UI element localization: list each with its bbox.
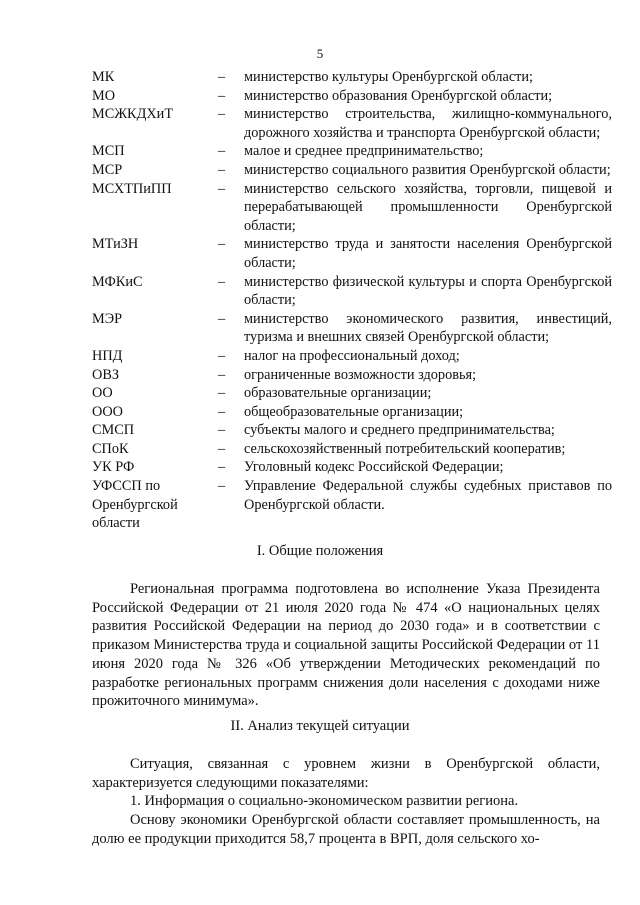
abbreviation-term: ООО [92, 403, 123, 420]
section-general-body [92, 580, 600, 711]
abbreviation-dash: – [218, 310, 226, 327]
abbreviation-dash: – [218, 385, 226, 402]
abbreviation-term: УК РФ [92, 459, 135, 476]
abbreviation-definition: министерство образования Оренбургской области; [244, 87, 553, 104]
abbreviation-dash: – [218, 478, 226, 495]
abbreviation-dash: – [218, 143, 226, 160]
abbreviation-row [92, 440, 614, 459]
section-analysis-body [92, 755, 600, 849]
abbreviation-term: МФКиС [92, 273, 143, 290]
abbreviation-term: МТиЗН [92, 236, 139, 253]
page-number: 5 [316, 46, 324, 61]
abbreviation-term: НПД [92, 347, 123, 364]
abbreviation-row [92, 87, 614, 106]
abbreviation-dash: – [218, 161, 226, 178]
abbreviation-dash: – [218, 440, 226, 457]
abbreviation-dash: – [218, 459, 226, 476]
abbreviation-row [92, 384, 614, 403]
abbreviation-row [92, 68, 614, 87]
abbreviation-row [92, 403, 614, 422]
abbreviation-dash: – [218, 69, 226, 85]
abbreviation-term: МСП [92, 143, 125, 160]
abbreviation-row [92, 458, 614, 477]
abbreviation-term: ОО [92, 385, 113, 402]
abbreviation-definition: министерство социального развития Оренбургской области; [244, 161, 611, 178]
abbreviation-dash: – [218, 422, 226, 439]
paragraph: Ситуация, связанная с уровнем жизни в Оренбургской области, характеризуется следующими показателями: [92, 756, 600, 791]
abbreviation-term: МСЖКДХиТ [92, 106, 174, 123]
abbreviation-row [92, 366, 614, 385]
abbreviation-row [92, 235, 614, 272]
abbreviation-dash: – [218, 180, 226, 197]
abbreviation-term: МСХТПиПП [92, 180, 172, 197]
paragraph: 1. Информация о социально-экономическом развитии региона. [130, 793, 519, 810]
abbreviation-term: МСР [92, 161, 123, 178]
abbreviation-definition: субъекты малого и среднего предпринимательства; [244, 422, 555, 439]
abbreviation-definition: Управление Федеральной службы судебных приставов по Оренбургской области. [244, 478, 612, 513]
abbreviation-dash: – [218, 347, 226, 364]
abbreviation-row [92, 142, 614, 161]
abbreviation-definition: налог на профессиональный доход; [244, 347, 460, 364]
abbreviation-definition: министерство культуры Оренбургской области; [244, 69, 534, 85]
paragraph: Региональная программа подготовлена во исполнение Указа Президента Российской Федерации от 21 июля 2020 года № 474 «О национальных целях развития Российской Федерации на период до 2030 года» и в соответствии с приказом Министерства труда и социальной защиты Российской Федерации от 11 июня 2020 года № 326 «Об утверждении Методических рекомендаций по разработке региональных программ снижения доли населения с доходами ниже прожиточного минимума». [92, 581, 600, 710]
abbreviation-definition: министерство физической культуры и спорта Оренбургской области; [244, 273, 612, 309]
abbreviations-list [92, 68, 614, 533]
abbreviation-term: СМСП [92, 422, 135, 439]
abbreviation-definition: ограниченные возможности здоровья; [244, 366, 477, 383]
abbreviation-definition: малое и среднее предпринимательство; [244, 143, 484, 160]
abbreviation-dash: – [218, 403, 226, 420]
abbreviation-term: УФССП по Оренбургской области [92, 478, 178, 532]
section-heading-analysis: II. Анализ текущей ситуации [230, 718, 410, 734]
abbreviation-row [92, 477, 614, 533]
abbreviation-term: МО [92, 87, 116, 104]
abbreviation-row [92, 273, 614, 310]
paragraph: Основу экономики Оренбургской области составляет промышленность, на долю ее продукции приходится 58,7 процента в ВРП, доля сельского хо- [92, 812, 600, 847]
abbreviation-definition: общеобразовательные организации; [244, 403, 464, 420]
abbreviation-dash: – [218, 236, 226, 253]
abbreviation-row [92, 105, 614, 142]
abbreviation-definition: министерство сельского хозяйства, торговли, пищевой и перерабатывающей промышленности Оренбургской области; [244, 180, 612, 234]
abbreviation-term: СПоК [92, 440, 129, 457]
abbreviation-definition: министерство труда и занятости населения Оренбургской области; [244, 236, 612, 271]
abbreviation-dash: – [218, 273, 226, 290]
abbreviation-definition: сельскохозяйственный потребительский кооператив; [244, 440, 566, 457]
abbreviation-definition: министерство строительства, жилищно-коммунального, дорожного хозяйства и транспорта Оренбургской области; [244, 106, 612, 141]
abbreviation-row [92, 310, 614, 347]
abbreviation-row [92, 347, 614, 366]
abbreviation-definition: Уголовный кодекс Российской Федерации; [244, 459, 504, 476]
abbreviation-definition: министерство экономического развития, инвестиций, туризма и внешних связей Оренбургской области; [244, 310, 612, 346]
abbreviation-dash: – [218, 366, 226, 383]
abbreviation-row [92, 421, 614, 440]
section-heading-general: I. Общие положения [256, 543, 384, 559]
abbreviation-term: МЭР [92, 310, 123, 327]
abbreviation-row [92, 180, 614, 236]
abbreviation-definition: образовательные организации; [244, 385, 432, 402]
abbreviation-term: МК [92, 69, 115, 85]
abbreviation-dash: – [218, 106, 226, 123]
abbreviation-row [92, 161, 614, 180]
abbreviation-term: ОВЗ [92, 366, 120, 383]
abbreviation-dash: – [218, 87, 226, 104]
